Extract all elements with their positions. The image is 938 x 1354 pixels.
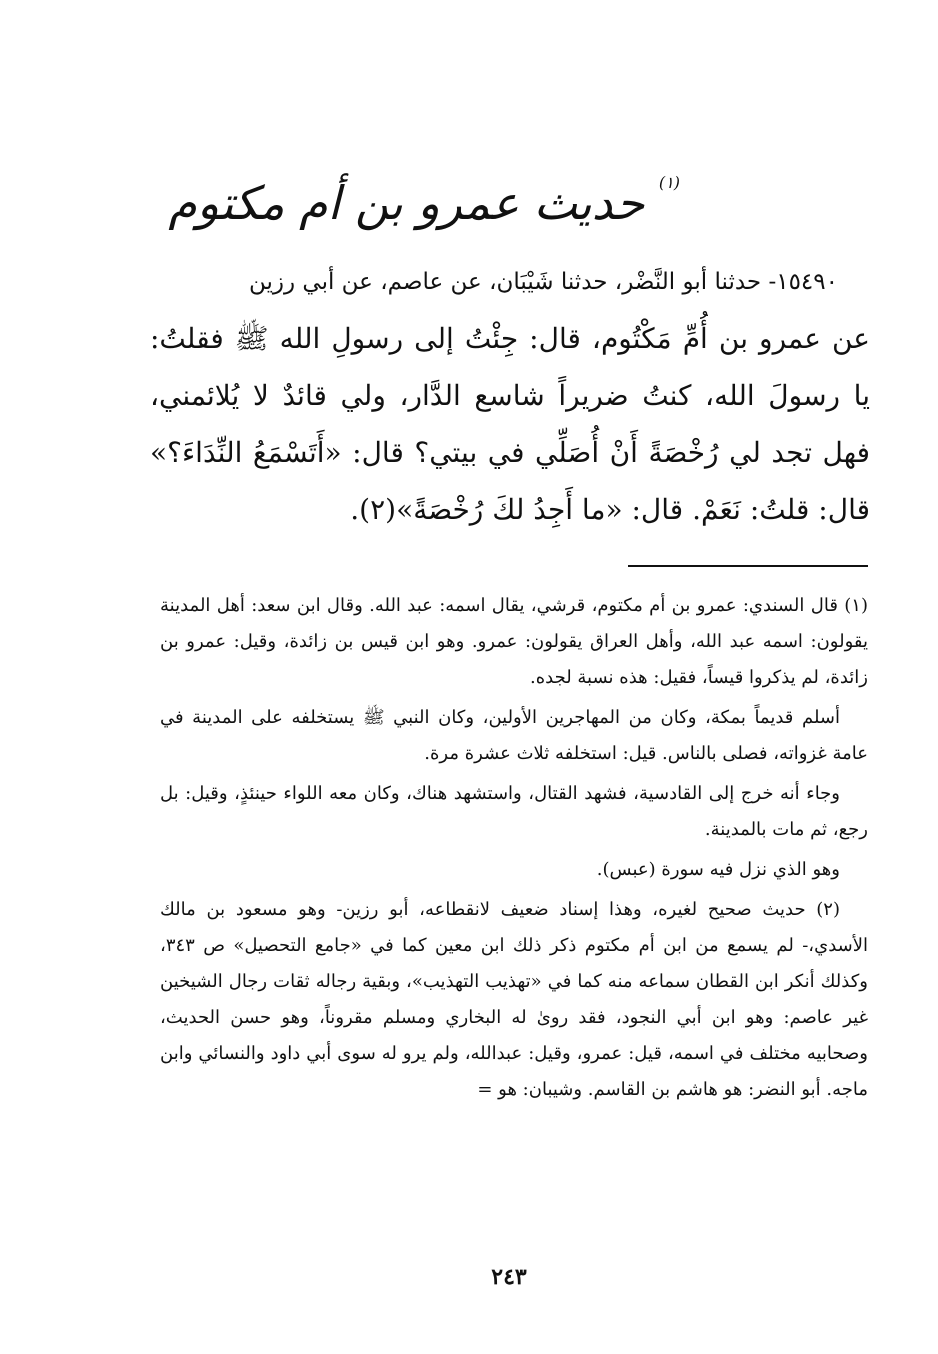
hadith-isnad: ١٥٤٩٠- حدثنا أبو النَّضْر، حدثنا شَيْبَان، عن عاصم، عن أبي رزين <box>248 269 838 295</box>
chapter-title <box>168 168 680 238</box>
page-number: ٢٤٣ <box>491 1264 527 1290</box>
hadith-matn: عن عمرو بن أُمِّ مَكْتُوم، قال: جِئْتُ إلى رسولِ الله ﷺ فقلتُ: يا رسولَ الله، كنتُ ضريراً شاسع الدَّار، ولي قائدٌ لا يُلائمني، فهل تجد لي رُخْصَةً أَنْ أُصَلِّي في بيتي؟ قال: «أَتَسْمَعُ النِّدَاءَ؟» قال: قلتُ: نَعَمْ. قال: «ما أَجِدُ لكَ رُخْصَةً»(٢). <box>150 322 870 526</box>
hadith-text <box>150 262 870 538</box>
footnote-2: (٢) حديث صحيح لغيره، وهذا إسناد ضعيف لانقطاعه، أبو رزين- وهو مسعود بن مالك الأسدي،- لم يسمع من ابن أم مكتوم ذكر ذلك ابن معين كما في «جامع التحصيل» ص ٣٤٣، وكذلك أنكر ابن القطان سماعه منه كما في «تهذيب التهذيب»، وبقية رجاله ثقات رجال الشيخين غير عاصم: وهو ابن أبي النجود، فقد روىٰ له البخاري ومسلم مقروناً، وهو حسن الحديث، وصحابيه مختلف في اسمه، قيل: عمرو، وقيل: عبدالله، ولم يرو له سوى أبي داود والنسائي وابن ماجه. أبو النضر: هو هاشم بن القاسم. وشيبان: هو = <box>160 899 868 1100</box>
title-footnote-marker: (١) <box>658 173 680 192</box>
footnote-1-paragraph-1: (١) قال السندي: عمرو بن أم مكتوم، قرشي، يقال اسمه: عبد الله. وقال ابن سعد: أهل المدينة يقولون: اسمه عبد الله، وأهل العراق يقولون: عمرو. وهو ابن قيس بن زائدة، وقيل: عمرو بن زائدة، لم يذكروا قيساً، فقيل: هذه نسبة لجده. <box>160 595 868 688</box>
footnotes <box>160 588 868 1112</box>
footnote-separator <box>628 565 868 567</box>
footnote-1-paragraph-3: وجاء أنه خرج إلى القادسية، فشهد القتال، واستشهد هناك، وكان معه اللواء حينئذٍ، وقيل: بل رجع، ثم مات بالمدينة. <box>160 783 868 840</box>
footnote-1-paragraph-4: وهو الذي نزل فيه سورة (عبس). <box>596 859 840 880</box>
chapter-title-text: حديث عمرو بن أم مكتوم <box>168 176 645 230</box>
footnote-1-paragraph-2: أسلم قديماً بمكة، وكان من المهاجرين الأولين، وكان النبي ﷺ يستخلفه على المدينة في عامة غزواته، فصلى بالناس. قيل: استخلفه ثلاث عشرة مرة. <box>160 707 868 764</box>
